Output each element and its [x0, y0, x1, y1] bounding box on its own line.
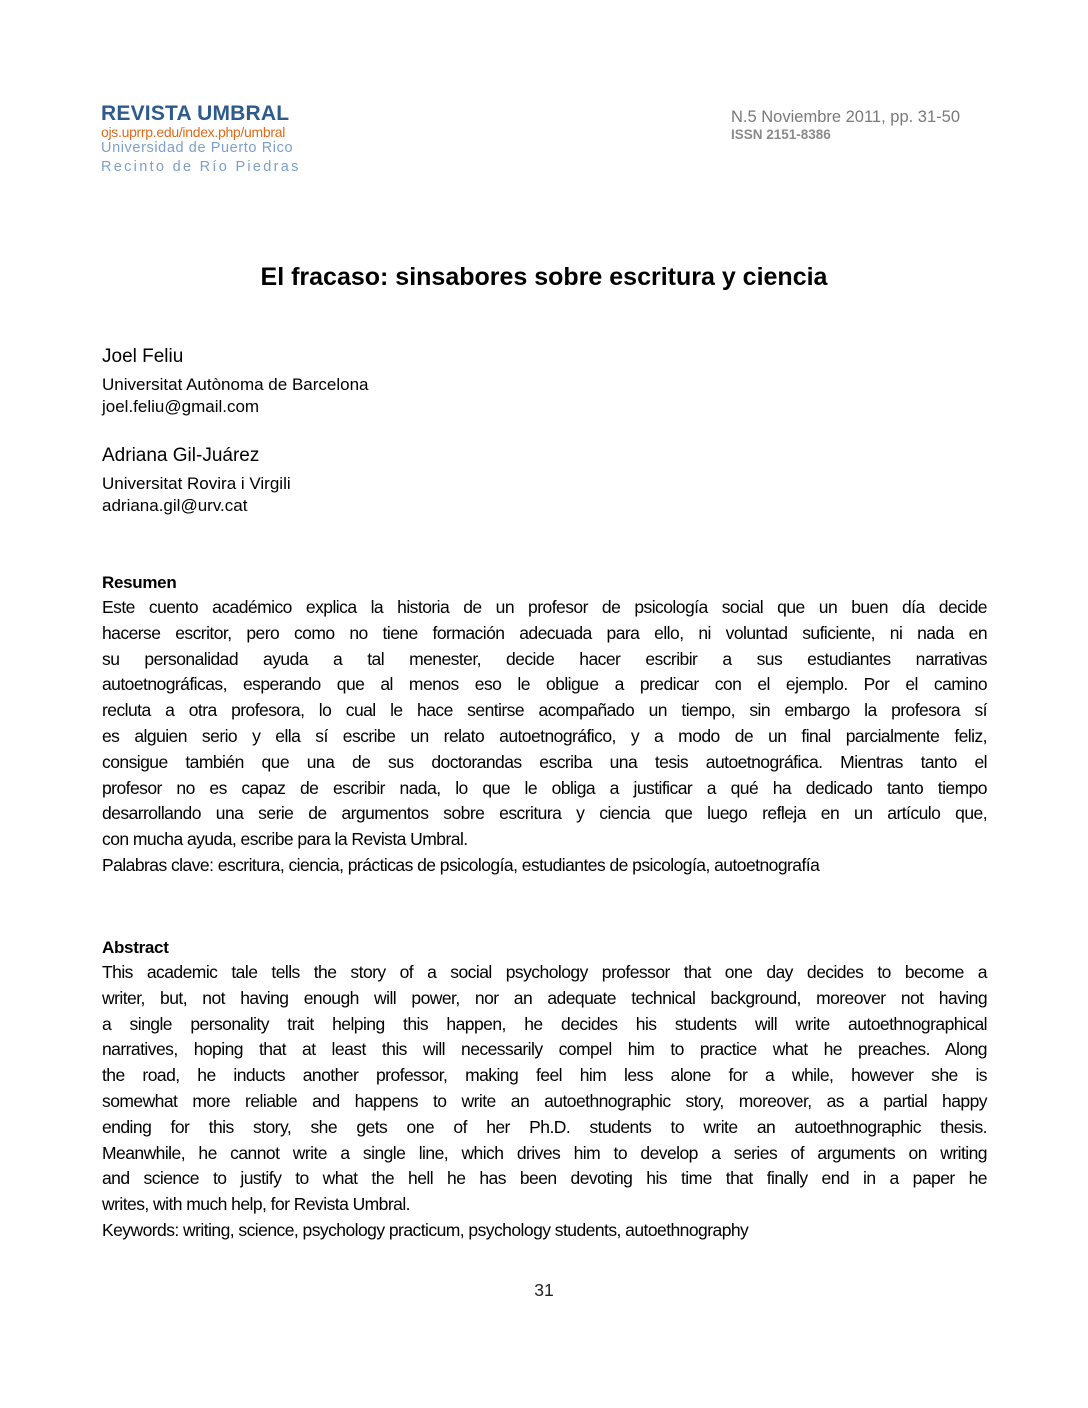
abstract-line: writer, but, not having enough will power, nor an adequate technical background, moreover not having — [102, 987, 987, 1008]
abstract-line: the road, he inducts another professor, making feel him less alone for a while, however she is — [102, 1065, 987, 1086]
article-title: El fracaso: sinsabores sobre escritura y ciencia — [260, 263, 828, 291]
issue-citation: N.5 Noviembre 2011, pp. 31-50 — [731, 108, 960, 126]
abstract-line: ending for this story, she gets one of her Ph.D. students to write an autoethnographic thesis. — [102, 1116, 987, 1137]
issue-info — [731, 108, 960, 143]
author-email[interactable]: adriana.gil@urv.cat — [102, 496, 248, 515]
abstract-line: somewhat more reliable and happens to write an autoethnographic story, moreover, as a partial happy — [102, 1090, 987, 1111]
author-affiliation: Universitat Rovira i Virgili — [102, 474, 291, 493]
abstract-section — [102, 936, 987, 1244]
resumen-heading: Resumen — [102, 573, 177, 592]
abstract-line: writes, with much help, for Revista Umbral. — [102, 1194, 410, 1215]
abstract-heading: Abstract — [102, 938, 169, 957]
journal-url-link[interactable]: ojs.uprrp.edu/index.php/umbral — [101, 124, 286, 140]
abstract-body — [102, 960, 987, 1218]
resumen-line: desarrollando una serie de argumentos sobre escritura y ciencia que luego refleja en un artículo que, — [102, 803, 987, 824]
author-name: Adriana Gil-Juárez — [102, 445, 260, 466]
resumen-body — [102, 595, 987, 853]
resumen-section — [102, 571, 987, 879]
author-block — [102, 444, 369, 517]
campus-name: Recinto de Río Piedras — [101, 159, 301, 175]
resumen-line: profesor no es capaz de escribir nada, lo que le obliga a justificar a qué ha dedicado tanto tiempo — [102, 777, 987, 798]
abstract-keywords: Keywords: writing, science, psychology practicum, psychology students, autoethnography — [102, 1219, 749, 1240]
resumen-keywords: Palabras clave: escritura, ciencia, prácticas de psicología, estudiantes de psicología, autoetnografía — [102, 854, 820, 875]
author-list — [102, 345, 369, 543]
resumen-line: consigue también que una de sus doctorandas escriba una tesis autoetnográfica. Mientras tanto el — [102, 751, 987, 772]
page-number: 31 — [534, 1280, 554, 1300]
journal-masthead — [101, 103, 301, 177]
resumen-line: autoetnográficas, esperando que al menos eso le obligue a predicar con el ejemplo. Por el camino — [102, 674, 987, 695]
abstract-line: and science to justify to what the hell he has been devoting his time that finally end in a paper he — [102, 1168, 987, 1189]
resumen-line: su personalidad ayuda a tal menester, decide hacer escribir a sus estudiantes narrativas — [102, 648, 987, 669]
resumen-line: recluta a otra profesora, lo cual le hace sentirse acompañado un tiempo, sin embargo la profesora sí — [102, 700, 987, 721]
abstract-line: narratives, hoping that at least this will necessarily compel him to practice what he preaches. Along — [102, 1039, 987, 1060]
abstract-line: This academic tale tells the story of a social psychology professor that one day decides to become a — [102, 962, 987, 982]
author-email[interactable]: joel.feliu@gmail.com — [102, 397, 260, 416]
abstract-line: a single personality trait helping this happen, he decides his students will write autoethnographical — [102, 1013, 987, 1034]
author-affiliation: Universitat Autònoma de Barcelona — [102, 375, 369, 394]
abstract-line: Meanwhile, he cannot write a single line, which drives him to develop a series of arguments on writing — [102, 1142, 987, 1163]
resumen-line: es alguien serio y ella sí escribe un relato autoetnográfico, y a modo de un final parcialmente feliz, — [102, 725, 987, 746]
resumen-line: hacerse escritor, pero como no tiene formación adecuada para ello, ni voluntad suficiente, ni nada en — [102, 622, 987, 643]
university-name: Universidad de Puerto Rico — [101, 140, 294, 156]
resumen-line: con mucha ayuda, escribe para la Revista Umbral. — [102, 829, 468, 850]
journal-name: REVISTA UMBRAL — [101, 102, 290, 125]
issn: ISSN 2151-8386 — [731, 127, 831, 142]
author-block — [102, 345, 369, 418]
author-name: Joel Feliu — [102, 346, 184, 367]
resumen-line: Este cuento académico explica la historia de un profesor de psicología social que un buen día decide — [102, 597, 987, 617]
